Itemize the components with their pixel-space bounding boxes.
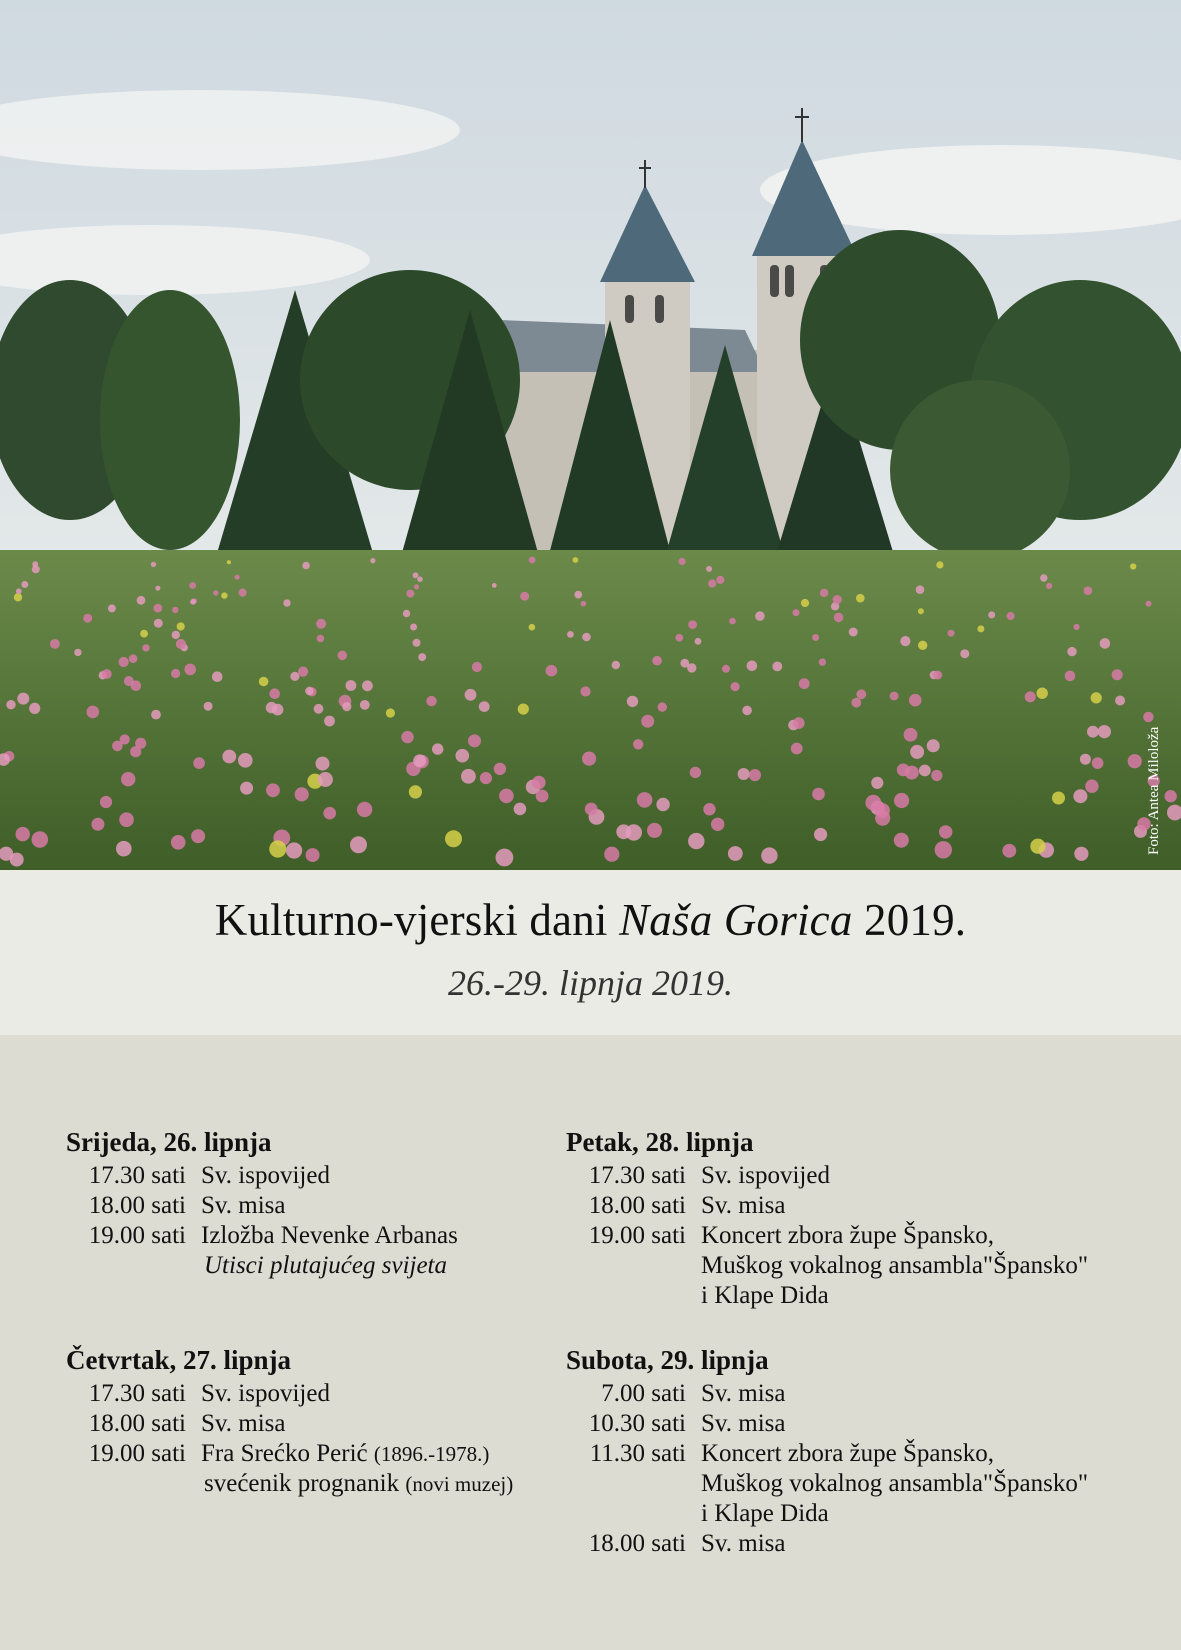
day-friday	[566, 1127, 1088, 1311]
event-continuation: Muškog vokalnog ansambla"Špansko"	[701, 1470, 1089, 1497]
day-wednesday	[66, 1127, 458, 1281]
program	[0, 1035, 1181, 1650]
schedule-row: 19.00 sati Koncert zbora župe Špansko,	[588, 1222, 994, 1249]
schedule-row: 18.00 sati Sv. misa	[88, 1192, 286, 1219]
event-continuation: i Klape Dida	[701, 1282, 829, 1309]
day-thursday	[66, 1345, 513, 1499]
day-title: Subota, 29. lipnja	[566, 1345, 769, 1375]
schedule-row: 17.30 sati Sv. ispovijed	[88, 1380, 330, 1407]
page-title: Kulturno-vjerski dani Naša Gorica 2019.	[214, 895, 967, 945]
title-band	[0, 870, 1181, 1035]
schedule-row: 19.00 sati Fra Srećko Perić (1896.-1978.)	[88, 1440, 490, 1467]
schedule-row: 18.00 sati Sv. misa	[588, 1192, 786, 1219]
photo-credit: Foto: Antea Miloloža	[1146, 726, 1162, 855]
schedule-row: 11.30 sati Koncert zbora župe Špansko,	[589, 1440, 994, 1467]
day-saturday	[566, 1345, 1088, 1559]
event-continuation: i Klape Dida	[701, 1500, 829, 1527]
exhibition-subtitle: Utisci plutajućeg svijeta	[204, 1252, 448, 1279]
event-dates: 26.-29. lipnja 2019.	[448, 963, 733, 1003]
schedule-row: 18.00 sati Sv. misa	[588, 1530, 786, 1557]
schedule-row: 17.30 sati Sv. ispovijed	[588, 1162, 830, 1189]
day-title: Srijeda, 26. lipnja	[66, 1127, 272, 1157]
day-title: Četvrtak, 27. lipnja	[66, 1345, 291, 1375]
schedule-row: 10.30 sati Sv. misa	[588, 1410, 786, 1437]
schedule-row: 7.00 sati Sv. misa	[601, 1380, 786, 1407]
event-continuation: Muškog vokalnog ansambla"Špansko"	[701, 1252, 1089, 1279]
schedule-row: 19.00 sati Izložba Nevenke Arbanas	[88, 1222, 458, 1249]
event-continuation: svećenik prognanik (novi muzej)	[204, 1470, 514, 1497]
schedule-row: 17.30 sati Sv. ispovijed	[88, 1162, 330, 1189]
day-title: Petak, 28. lipnja	[566, 1127, 754, 1157]
schedule-row: 18.00 sati Sv. misa	[88, 1410, 286, 1437]
